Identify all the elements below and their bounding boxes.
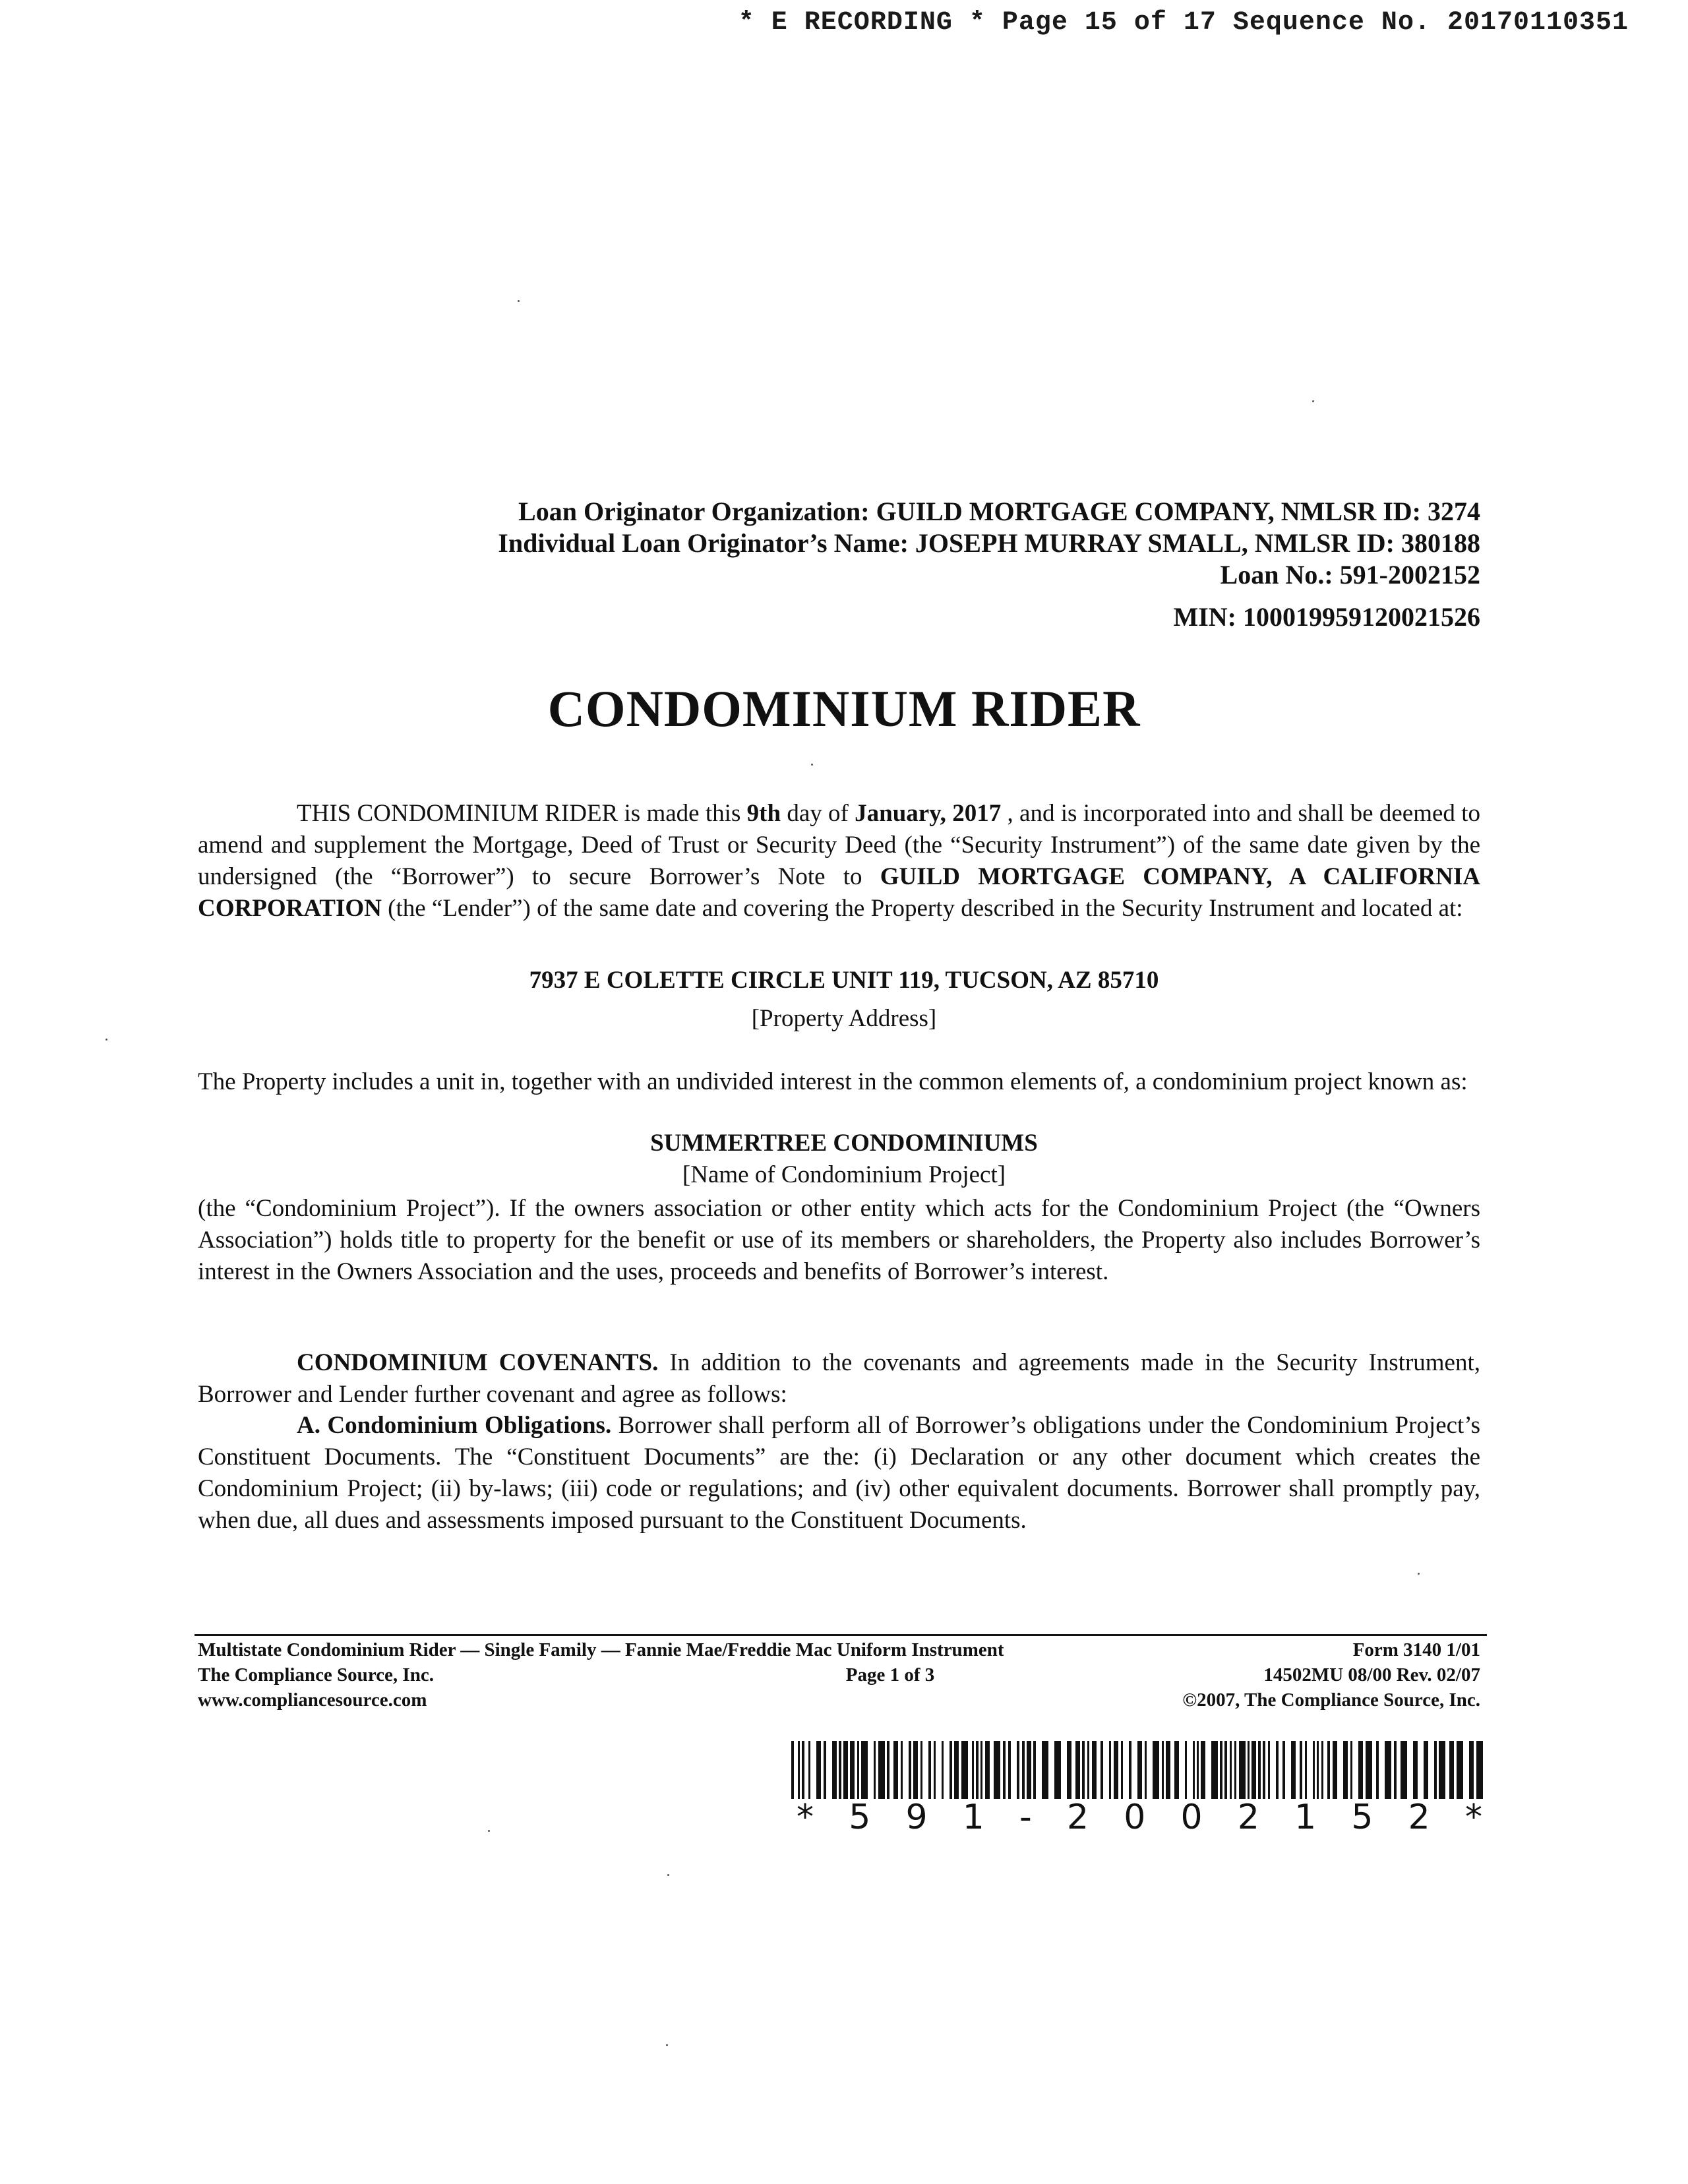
barcode-bar	[1022, 1741, 1025, 1799]
barcode-bar	[1082, 1741, 1085, 1799]
barcode-bar	[1350, 1741, 1352, 1799]
barcode-bar	[1268, 1741, 1270, 1799]
barcode-bar	[874, 1741, 876, 1799]
footer-form-number: Form 3140 1/01	[1352, 1639, 1480, 1660]
footer-revision: 14502MU 08/00 Rev. 02/07	[1263, 1664, 1480, 1685]
intro-text-3: , and is incorporated into and shall be deemed to amend and supplement the Mortgage, Deed of Trust or Security Deed (the “Security Instrument”) of the same date given by the undersigned (the “Borrower”) to secure Borrower’s Note to	[198, 800, 1480, 890]
scan-speck	[667, 1874, 669, 1876]
barcode-bar	[928, 1741, 931, 1799]
barcode-bar	[857, 1741, 859, 1799]
barcode-char: 5	[849, 1798, 871, 1837]
barcode-char: *	[1464, 1798, 1482, 1837]
barcode-bar	[942, 1741, 944, 1799]
obligations-paragraph	[198, 1410, 1480, 1536]
barcode-bar	[1114, 1741, 1118, 1799]
barcode-bar	[1017, 1741, 1019, 1799]
barcode-bar	[1153, 1741, 1159, 1799]
lender-name: GUILD MORTGAGE COMPANY, A CALIFORNIA CORPORATION	[198, 863, 1480, 922]
barcode-bar	[1230, 1741, 1232, 1799]
barcode-bar	[1054, 1741, 1061, 1799]
barcode-char: 0	[1180, 1798, 1203, 1837]
barcode-bar	[972, 1741, 974, 1799]
barcode-bar	[1469, 1741, 1474, 1799]
barcode-bar	[1042, 1741, 1048, 1799]
barcode-bar	[1449, 1741, 1454, 1799]
barcode	[790, 1741, 1489, 1799]
recording-header: * E RECORDING * Page 15 of 17 Sequence No. 20170110351	[738, 8, 1629, 38]
barcode-bar	[961, 1741, 968, 1799]
barcode-bar	[1137, 1741, 1142, 1799]
barcode-bar	[824, 1741, 826, 1799]
barcode-bar	[1276, 1741, 1279, 1799]
covenants-paragraph	[198, 1347, 1480, 1410]
covenants-heading: CONDOMINIUM COVENANTS.	[297, 1349, 659, 1376]
project-paragraph: (the “Condominium Project”). If the owners association or other entity which acts for the Condominium Project (the “Owners Association”) holds title to property for the benefit or use of its members or shareholders, the Property also includes Borrower’s interest in the Owners Association and the uses, proceeds and benefits of Borrower’s interest.	[198, 1195, 1480, 1285]
intro-text-4: (the “Lender”) of the same date and covering the Property described in the Security Instrument and located at:	[381, 895, 1463, 922]
barcode-bar	[1434, 1741, 1437, 1799]
barcode-bar	[1258, 1741, 1261, 1799]
barcode-bar	[1193, 1741, 1195, 1799]
barcode-bar	[1282, 1741, 1285, 1799]
barcode-bar	[934, 1741, 936, 1799]
barcode-bar	[1185, 1741, 1187, 1799]
barcode-bar	[1003, 1741, 1006, 1799]
obligations-text: Borrower shall perform all of Borrower’s obligations under the Condominium Project’s Constituent Documents. The “Constituent Documents” are the: (i) Declaration or any other document which creates the Condominium Project; (ii) by-laws; (iii) code or regulations; and (iv) other equivalent documents. Borrower shall promptly pay, when due, all dues and assessments imposed pursuant to the Constituent Documents.	[198, 1412, 1480, 1534]
barcode-bar	[985, 1741, 990, 1799]
barcode-bar	[1224, 1741, 1227, 1799]
obligations-heading: A. Condominium Obligations.	[297, 1412, 612, 1439]
barcode-bar	[1366, 1741, 1372, 1799]
rider-day: 9th	[746, 800, 781, 827]
barcode-bar	[839, 1741, 841, 1799]
barcode-char: 2	[1237, 1798, 1259, 1837]
barcode-bar	[1413, 1741, 1418, 1799]
barcode-bar	[1211, 1741, 1218, 1799]
min-number: MIN: 100019959120021526	[1173, 602, 1480, 632]
property-address: 7937 E COLETTE CIRCLE UNIT 119, TUCSON, AZ 85710	[529, 967, 1159, 994]
barcode-char: 2	[1408, 1798, 1430, 1837]
barcode-bar	[887, 1741, 889, 1799]
barcode-bar	[1401, 1741, 1407, 1799]
covenants-text: In addition to the covenants and agreements made in the Security Instrument, Borrower and Lender further covenant and agree as follows:	[198, 1349, 1480, 1408]
barcode-text	[797, 1798, 1482, 1837]
barcode-bar	[1220, 1741, 1222, 1799]
loan-originator-name: Individual Loan Originator’s Name: JOSEPH MURRAY SMALL, NMLSR ID: 380188	[498, 528, 1480, 558]
barcode-bar	[802, 1741, 804, 1799]
scan-speck	[488, 1830, 490, 1832]
scan-speck	[518, 300, 520, 302]
barcode-bar	[843, 1741, 848, 1799]
barcode-char: 1	[962, 1798, 984, 1837]
barcode-bar	[1100, 1741, 1103, 1799]
project-name: SUMMERTREE CONDOMINIUMS	[650, 1130, 1038, 1157]
barcode-bar	[1129, 1741, 1131, 1799]
barcode-bar	[913, 1741, 918, 1799]
footer-page-number: Page 1 of 3	[845, 1664, 935, 1685]
barcode-bar	[1162, 1741, 1164, 1799]
footer-publisher: The Compliance Source, Inc.	[198, 1664, 434, 1685]
barcode-bar	[1121, 1741, 1123, 1799]
barcode-bar	[950, 1741, 952, 1799]
barcode-bar	[816, 1741, 821, 1799]
barcode-bar	[1300, 1741, 1302, 1799]
barcode-bar	[1201, 1741, 1205, 1799]
barcode-bar	[920, 1741, 922, 1799]
barcode-bar	[954, 1741, 959, 1799]
barcode-char: 9	[905, 1798, 928, 1837]
scan-speck	[811, 764, 813, 766]
barcode-bar	[1291, 1741, 1296, 1799]
scan-speck	[106, 1039, 107, 1041]
barcode-bar	[1263, 1741, 1265, 1799]
intro-text-2: day of	[781, 800, 855, 827]
footer-divider	[195, 1634, 1487, 1636]
barcode-bar	[901, 1741, 903, 1799]
barcode-bar	[1439, 1741, 1445, 1799]
footer-form-description: Multistate Condominium Rider — Single Family — Fannie Mae/Freddie Mac Uniform Instrument	[198, 1639, 1004, 1660]
barcode-bar	[1305, 1741, 1307, 1799]
scan-speck	[1418, 1573, 1420, 1575]
barcode-bar	[791, 1741, 794, 1799]
barcode-bar	[1234, 1741, 1236, 1799]
barcode-bar	[1343, 1741, 1348, 1799]
barcode-bar	[850, 1741, 855, 1799]
barcode-bar	[909, 1741, 911, 1799]
project-name-label: [Name of Condominium Project]	[682, 1161, 1006, 1188]
barcode-bar	[1027, 1741, 1031, 1799]
barcode-bar	[808, 1741, 810, 1799]
scan-speck	[1312, 400, 1314, 402]
barcode-bar	[1033, 1741, 1036, 1799]
barcode-bar	[1075, 1741, 1080, 1799]
barcode-bar	[1327, 1741, 1330, 1799]
barcode-bar	[1197, 1741, 1199, 1799]
barcode-bar	[861, 1741, 868, 1799]
barcode-char: 0	[1124, 1798, 1146, 1837]
barcode-bar	[1008, 1741, 1011, 1799]
barcode-bar	[1239, 1741, 1246, 1799]
footer-copyright: ©2007, The Compliance Source, Inc.	[1182, 1689, 1480, 1711]
intro-text-1: THIS CONDOMINIUM RIDER is made this	[297, 800, 747, 827]
project-intro: The Property includes a unit in, together with an undivided interest in the common elements of, a condominium project known as:	[198, 1068, 1468, 1095]
barcode-bar	[1376, 1741, 1379, 1799]
barcode-bar	[1385, 1741, 1391, 1799]
barcode-bar	[1476, 1741, 1483, 1799]
footer-website: www.compliancesource.com	[198, 1689, 427, 1711]
intro-paragraph	[198, 798, 1480, 925]
barcode-bar	[1174, 1741, 1179, 1799]
barcode-bar	[1087, 1741, 1089, 1799]
barcode-bar	[980, 1741, 982, 1799]
barcode-bar	[1317, 1741, 1319, 1799]
barcode-char: *	[797, 1798, 814, 1837]
barcode-char: 1	[1294, 1798, 1317, 1837]
barcode-bar	[1333, 1741, 1337, 1799]
barcode-bar	[1109, 1741, 1111, 1799]
loan-originator-organization: Loan Originator Organization: GUILD MORTGAGE COMPANY, NMLSR ID: 3274	[518, 497, 1480, 526]
barcode-bar	[1457, 1741, 1463, 1799]
barcode-bar	[976, 1741, 979, 1799]
barcode-bar	[1145, 1741, 1147, 1799]
barcode-bar	[994, 1741, 1000, 1799]
barcode-bar	[1424, 1741, 1428, 1799]
barcode-bar	[1251, 1741, 1256, 1799]
barcode-bar	[832, 1741, 837, 1799]
barcode-bar	[1321, 1741, 1323, 1799]
property-address-label: [Property Address]	[751, 1005, 937, 1032]
barcode-char: 2	[1066, 1798, 1089, 1837]
barcode-bar	[878, 1741, 885, 1799]
barcode-bar	[1394, 1741, 1397, 1799]
barcode-bar	[1248, 1741, 1250, 1799]
barcode-bar	[1358, 1741, 1363, 1799]
barcode-char: 5	[1351, 1798, 1373, 1837]
document-title: CONDOMINIUM RIDER	[547, 680, 1141, 737]
barcode-bar	[893, 1741, 898, 1799]
barcode-bar	[798, 1741, 800, 1799]
barcode-bar	[1067, 1741, 1071, 1799]
scan-speck	[666, 2044, 668, 2046]
barcode-bar	[1313, 1741, 1315, 1799]
loan-number: Loan No.: 591-2002152	[1220, 560, 1480, 590]
rider-date: January, 2017	[855, 800, 1002, 827]
barcode-bar	[1092, 1741, 1097, 1799]
barcode-bar	[1166, 1741, 1170, 1799]
barcode-char: -	[1019, 1798, 1032, 1837]
